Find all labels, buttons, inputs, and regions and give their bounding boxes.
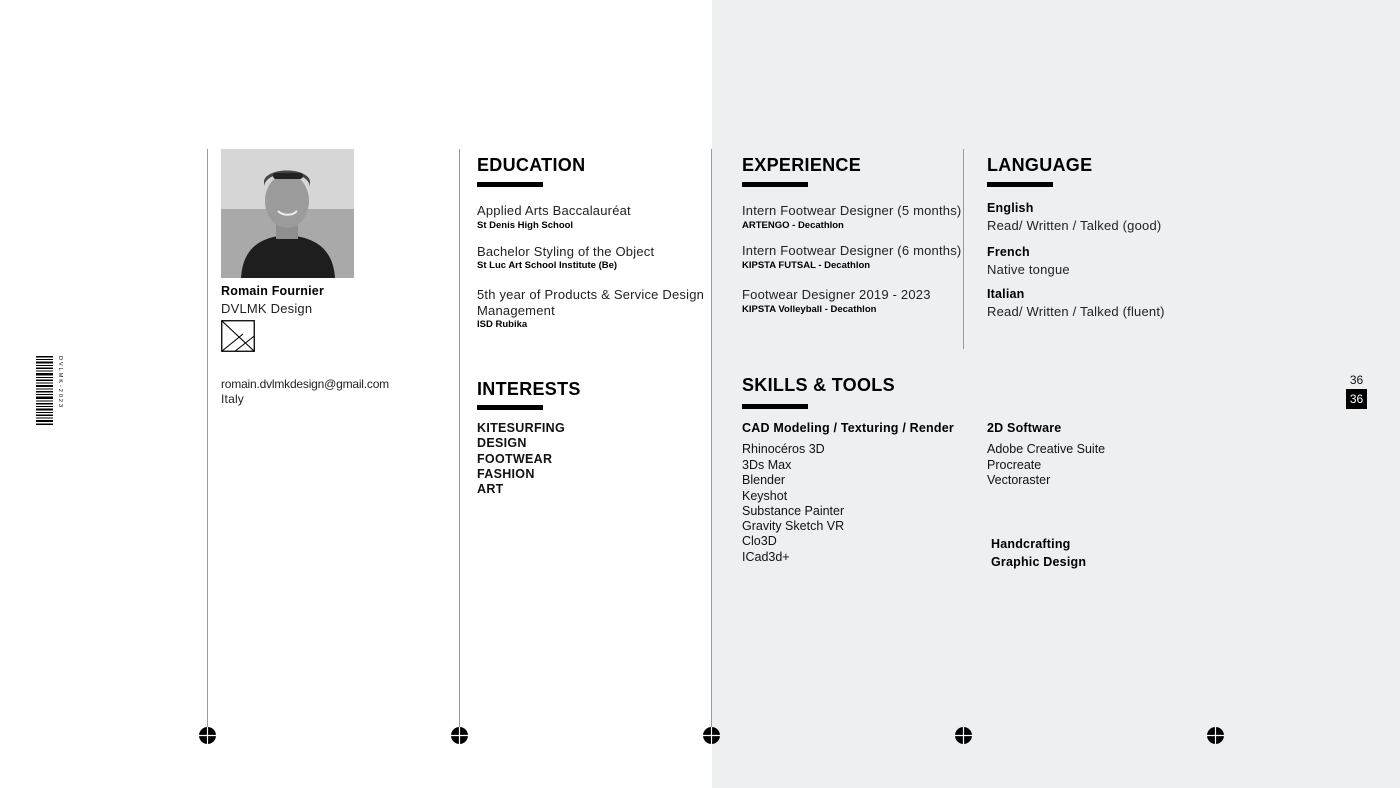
cad-item: Rhinocéros 3D: [742, 442, 825, 456]
education-degree-line2: Management: [477, 303, 555, 318]
skills-title: SKILLS & TOOLS: [742, 375, 895, 395]
software-item: Adobe Creative Suite: [987, 442, 1106, 456]
experience-company: KIPSTA Volleyball - Decathlon: [742, 304, 877, 315]
page-number: 36: [1349, 373, 1364, 387]
cad-item: Clo3D: [742, 534, 777, 548]
experience-company: KIPSTA FUTSAL - Decathlon: [742, 260, 871, 271]
other-skills-list: [991, 535, 1086, 571]
experience-role: Intern Footwear Designer (5 months): [742, 203, 962, 218]
interests-underline: [477, 405, 543, 410]
cad-item: 3Ds Max: [742, 457, 792, 472]
crosshair-marker-icon: [199, 727, 216, 744]
crosshair-marker-icon: [955, 727, 972, 744]
crosshair-marker-icon: [1207, 727, 1224, 744]
other-skill-item: Graphic Design: [991, 555, 1087, 569]
language-level: Read/ Written / Talked (fluent): [987, 304, 1165, 319]
experience-title: EXPERIENCE: [742, 155, 862, 175]
interests-title: INTERESTS: [477, 379, 581, 399]
other-skill-item: Handcrafting: [991, 537, 1071, 551]
experience-role: Footwear Designer 2019 - 2023: [742, 287, 931, 302]
interest-item: DESIGN: [477, 436, 527, 451]
cad-list: [742, 442, 844, 565]
interest-item: FOOTWEAR: [477, 451, 553, 466]
profile-photo: [221, 149, 354, 278]
language-underline: [987, 182, 1053, 187]
software-list: [987, 442, 1105, 489]
education-school: ISD Rubika: [477, 319, 528, 330]
profile-portrait-icon: [221, 149, 354, 278]
education-degree: Applied Arts Baccalauréat: [477, 203, 631, 218]
page-number-badge: 36: [1346, 389, 1367, 409]
language-name: French: [987, 245, 1030, 259]
cad-item: Substance Painter: [742, 504, 845, 518]
cad-item: Keyshot: [742, 488, 788, 503]
software-item: Vectoraster: [987, 473, 1051, 487]
column-divider: [207, 149, 208, 735]
crosshair-marker-icon: [703, 727, 720, 744]
software-title: 2D Software: [987, 421, 1062, 435]
experience-underline: [742, 182, 808, 187]
brand-logo-icon: [221, 320, 255, 352]
software-item: Procreate: [987, 457, 1042, 472]
language-title: LANGUAGE: [987, 155, 1093, 175]
profile-email[interactable]: romain.dvlmkdesign@gmail.com: [221, 377, 389, 391]
education-underline: [477, 182, 543, 187]
barcode: [36, 356, 64, 426]
education-title: EDUCATION: [477, 155, 586, 175]
language-name: Italian: [987, 287, 1025, 301]
profile-company: DVLMK Design: [221, 301, 313, 316]
column-divider: [459, 149, 460, 735]
barcode-text: DVLMK-2023: [57, 356, 63, 410]
cad-item: Blender: [742, 473, 786, 487]
interest-item: FASHION: [477, 466, 535, 481]
crosshair-marker-icon: [451, 727, 468, 744]
language-level: Read/ Written / Talked (good): [987, 218, 1162, 233]
experience-company: ARTENGO - Decathlon: [742, 220, 844, 231]
education-degree: 5th year of Products & Service Design: [477, 287, 705, 302]
education-school: St Denis High School: [477, 220, 574, 231]
interest-item: KITESURFING: [477, 421, 566, 435]
education-school: St Luc Art School Institute (Be): [477, 260, 618, 271]
skills-underline: [742, 404, 808, 409]
profile-name: Romain Fournier: [221, 284, 325, 298]
column-divider: [963, 149, 964, 349]
cad-title: CAD Modeling / Texturing / Render: [742, 421, 954, 435]
cad-item: ICad3d+: [742, 549, 790, 564]
cad-item: Gravity Sketch VR: [742, 518, 845, 533]
interests-list: [477, 421, 565, 497]
experience-role: Intern Footwear Designer (6 months): [742, 243, 962, 258]
interest-item: ART: [477, 482, 504, 497]
column-divider: [711, 149, 712, 735]
profile-location: Italy: [221, 392, 245, 406]
language-level: Native tongue: [987, 262, 1070, 277]
language-name: English: [987, 201, 1034, 215]
barcode-icon: [36, 356, 53, 426]
education-degree: Bachelor Styling of the Object: [477, 244, 655, 259]
